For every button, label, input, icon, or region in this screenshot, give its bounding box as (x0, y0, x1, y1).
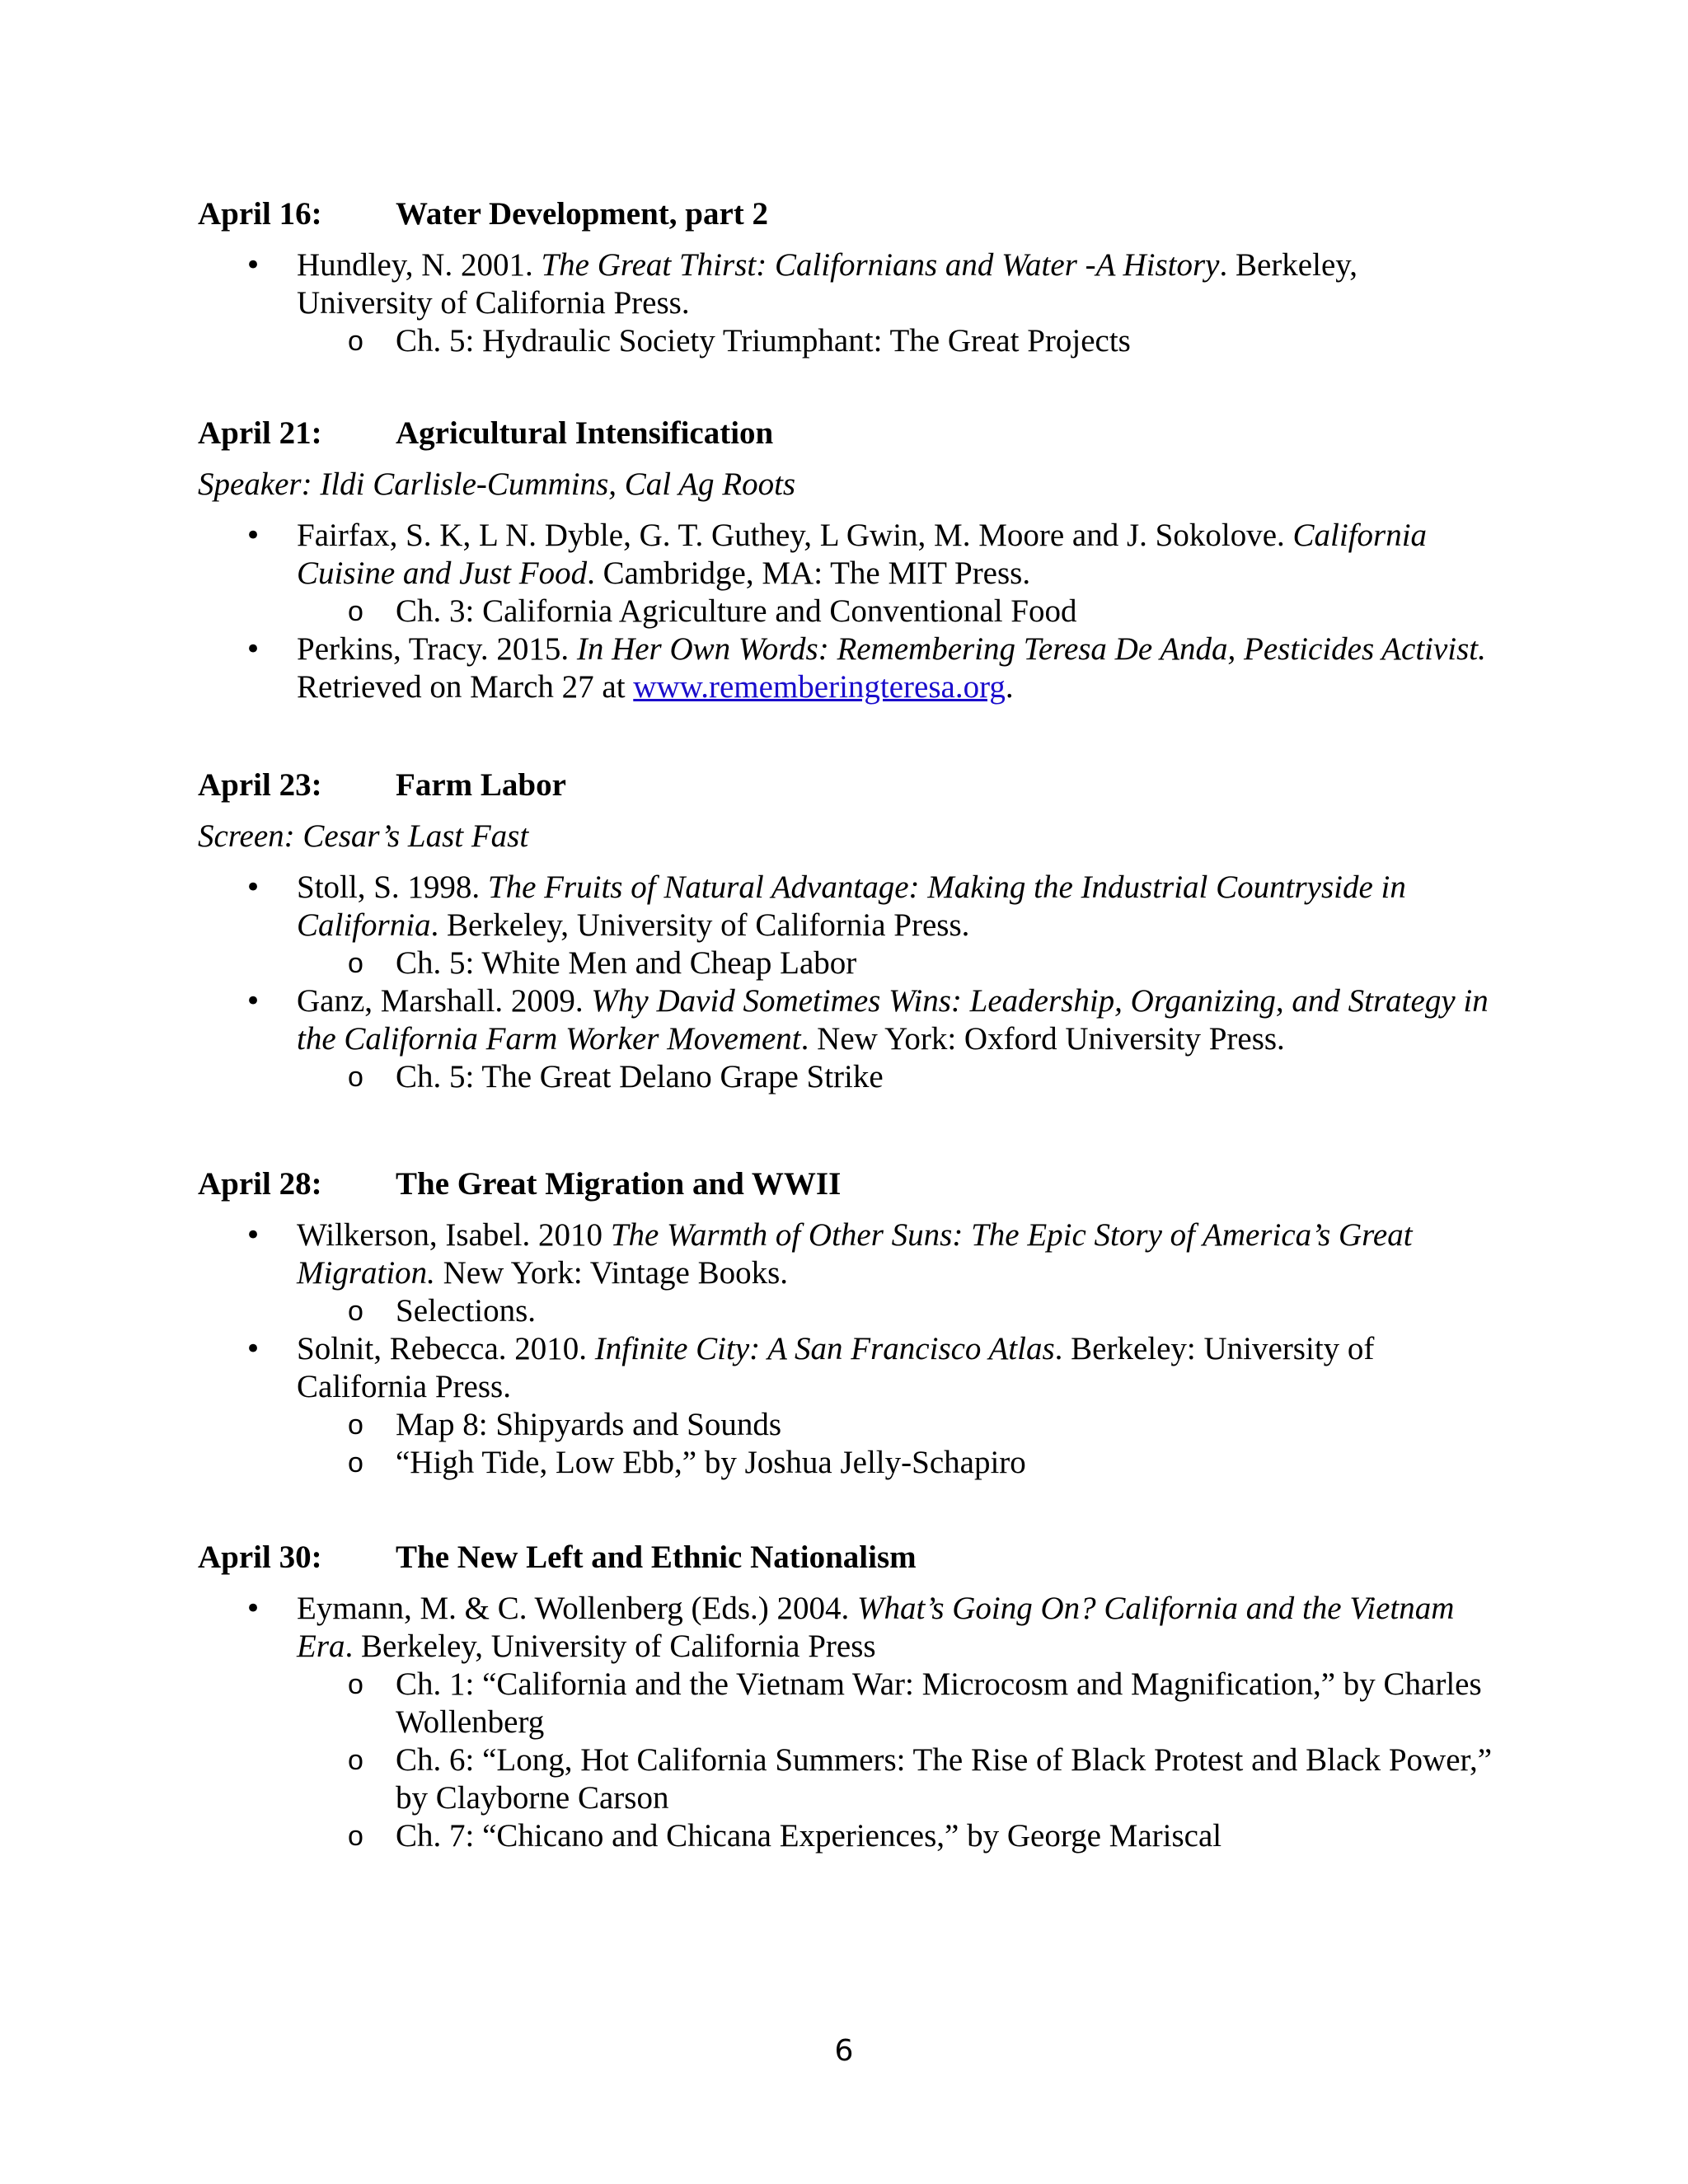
section-date: April 30: (198, 1540, 322, 1575)
citation-publisher: . New York: Oxford University Press. (800, 1021, 1285, 1057)
section-april-21 (198, 415, 1500, 706)
chapter-list (297, 593, 1500, 630)
circle-bullet-icon: o (348, 326, 363, 357)
citation-author: Solnit, Rebecca. 2010. (297, 1331, 595, 1366)
circle-bullet-icon: o (348, 1409, 363, 1441)
citation-title: The Great Thirst: Californians and Water -A History (541, 247, 1220, 283)
reading-list (198, 869, 1500, 1096)
circle-bullet-icon: o (348, 596, 363, 627)
citation-title: Why David Sometimes Wins: Leadership, Organizing, and Strategy in the California Farm Worker Movement (297, 983, 1489, 1057)
circle-bullet-icon: o (348, 948, 363, 979)
circle-bullet-icon: o (348, 1669, 363, 1700)
citation-publisher: New York: Vintage Books. (434, 1255, 789, 1291)
reading-item (198, 246, 1500, 360)
circle-bullet-icon: o (348, 1745, 363, 1776)
bullet-icon: • (245, 249, 262, 282)
chapter-item: o “High Tide, Low Ebb,” by Joshua Jelly-Schapiro (348, 1445, 1026, 1480)
citation-retrieval: Retrieved on March 27 at (297, 669, 634, 705)
citation-title: The Warmth of Other Suns: The Epic Story of America’s Great Migration. (297, 1217, 1413, 1291)
chapter-list (297, 322, 1500, 360)
reading-item (198, 1216, 1500, 1330)
section-april-16 (198, 195, 1500, 360)
section-title: The Great Migration and WWII (396, 1166, 842, 1202)
section-heading (198, 1165, 1500, 1203)
bullet-icon: • (245, 519, 262, 552)
citation-title: Infinite City: A San Francisco Atlas (594, 1331, 1055, 1366)
reading-item (198, 982, 1500, 1096)
section-title: Farm Labor (396, 767, 566, 803)
section-heading (198, 195, 1500, 233)
reading-list (198, 1590, 1500, 1855)
section-title: Agricultural Intensification (396, 415, 774, 451)
chapter-list (297, 1058, 1500, 1096)
citation-title: The Fruits of Natural Advantage: Making the Industrial Countryside in California (297, 869, 1406, 943)
citation-publisher: . Cambridge, MA: The MIT Press. (587, 555, 1031, 591)
section-title: Water Development, part 2 (396, 196, 769, 232)
citation-author: Fairfax, S. K, L N. Dyble, G. T. Guthey, L Gwin, M. Moore and J. Sokolove. (297, 518, 1293, 553)
section-april-30 (198, 1539, 1500, 1855)
bullet-icon: • (245, 1333, 262, 1366)
bullet-icon: • (245, 1592, 262, 1625)
citation-author: Wilkerson, Isabel. 2010 (297, 1217, 611, 1253)
reading-list (198, 517, 1500, 706)
section-date: April 16: (198, 196, 322, 232)
citation-author: Hundley, N. 2001. (297, 247, 542, 283)
chapter-item: o Ch. 6: “Long, Hot California Summers: The Rise of Black Protest and Black Power,” by Clayborne Carson (348, 1742, 1492, 1816)
reading-list (198, 1216, 1500, 1482)
circle-bullet-icon: o (348, 1821, 363, 1852)
section-date: April 23: (198, 767, 322, 803)
reading-item (198, 1330, 1500, 1482)
chapter-item: o Ch. 1: “California and the Vietnam War: Microcosm and Magnification,” by Charles Wollenberg (348, 1666, 1482, 1740)
chapter-list (297, 1406, 1500, 1482)
citation-publisher: . Berkeley, University of California Press (345, 1629, 876, 1664)
section-heading (198, 415, 1500, 452)
citation-title: In Her Own Words: Remembering Teresa De Anda, Pesticides Activist. (576, 631, 1486, 667)
chapter-list (297, 944, 1500, 982)
chapter-item: o Ch. 5: Hydraulic Society Triumphant: The Great Projects (348, 323, 1131, 359)
chapter-item: o Ch. 7: “Chicano and Chicana Experiences,” by George Mariscal (348, 1818, 1222, 1854)
citation-publisher: . Berkeley, University of California Press. (297, 247, 1357, 321)
bullet-icon: • (245, 871, 262, 904)
citation-author: Perkins, Tracy. 2015. (297, 631, 577, 667)
citation-author: Eymann, M. & C. Wollenberg (Eds.) 2004. (297, 1591, 858, 1626)
reading-item (198, 517, 1500, 630)
citation-title: California Cuisine and Just Food (297, 518, 1428, 591)
reading-list (198, 246, 1500, 360)
section-heading (198, 1539, 1500, 1577)
chapter-list (297, 1666, 1500, 1855)
remembering-teresa-link[interactable]: www.rememberingteresa.org (633, 669, 1006, 705)
citation-author: Ganz, Marshall. 2009. (297, 983, 592, 1019)
section-heading (198, 766, 1500, 804)
bullet-icon: • (245, 1219, 262, 1252)
circle-bullet-icon: o (348, 1062, 363, 1093)
section-date: April 21: (198, 415, 322, 451)
section-april-23 (198, 766, 1500, 1096)
circle-bullet-icon: o (348, 1447, 363, 1479)
reading-item (198, 869, 1500, 982)
bullet-icon: • (245, 633, 262, 666)
reading-item: • Perkins, Tracy. 2015. In Her Own Words: Remembering Teresa De Anda, Pesticides Activist. Retrieved on March 27 at www.rememberingteresa.org. (245, 631, 1486, 705)
section-date: April 28: (198, 1166, 322, 1202)
chapter-item: o Ch. 5: The Great Delano Grape Strike (348, 1059, 884, 1094)
chapter-item: o Ch. 5: White Men and Cheap Labor (348, 945, 857, 981)
citation-publisher: . Berkeley, University of California Press. (430, 907, 970, 943)
section-note: Screen: Cesar’s Last Fast (198, 818, 529, 854)
chapter-item: o Ch. 3: California Agriculture and Conventional Food (348, 593, 1077, 629)
chapter-item: o Selections. (348, 1293, 537, 1329)
section-april-28 (198, 1165, 1500, 1482)
chapter-list (297, 1292, 1500, 1330)
circle-bullet-icon: o (348, 1296, 363, 1327)
bullet-icon: • (245, 985, 262, 1018)
citation-title: What’s Going On? California and the Vietnam Era (297, 1591, 1455, 1664)
page-number: 6 (834, 2034, 854, 2068)
citation-author: Stoll, S. 1998. (297, 869, 488, 905)
section-note: Speaker: Ildi Carlisle-Cummins, Cal Ag Roots (198, 466, 796, 502)
chapter-item: o Map 8: Shipyards and Sounds (348, 1407, 781, 1442)
citation-publisher: . Berkeley: University of California Press. (297, 1331, 1375, 1404)
section-title: The New Left and Ethnic Nationalism (396, 1540, 917, 1575)
reading-item (198, 1590, 1500, 1855)
